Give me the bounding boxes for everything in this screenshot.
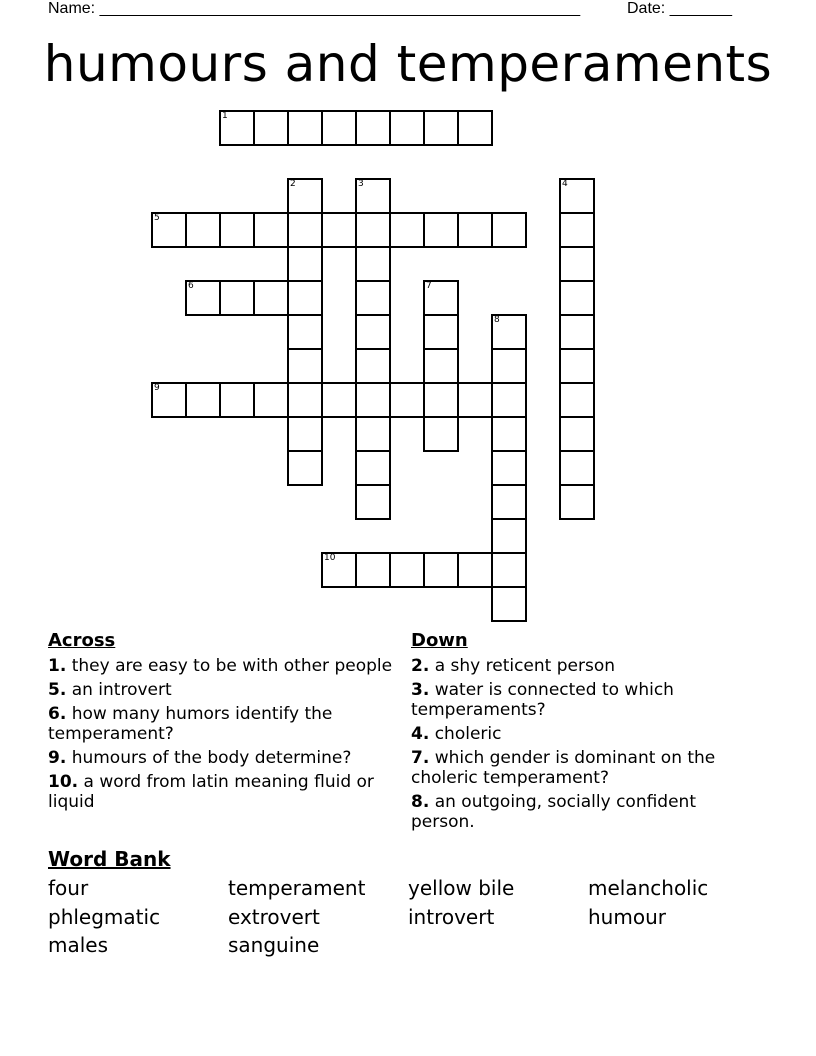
- word-bank-item: extrovert: [228, 904, 320, 929]
- word-bank-item: sanguine: [228, 933, 320, 957]
- clue-number: 8: [494, 315, 500, 325]
- word-bank-item: four: [48, 876, 89, 900]
- grid-cell[interactable]: [355, 552, 391, 588]
- down-heading: Down: [411, 630, 468, 651]
- grid-cell[interactable]: [559, 450, 595, 486]
- grid-cell[interactable]: [559, 314, 595, 350]
- word-bank: [48, 874, 788, 960]
- clue-number: 10: [324, 553, 336, 563]
- grid-cell[interactable]: [491, 416, 527, 452]
- clue-text: an outgoing, socially confident person.: [411, 792, 697, 832]
- grid-cell[interactable]: [423, 552, 459, 588]
- clue-number: 4: [562, 179, 568, 189]
- word-bank-item: melancholic: [588, 876, 709, 900]
- clue-number: 2: [290, 179, 296, 189]
- grid-cell[interactable]: [559, 416, 595, 452]
- word-bank-item: males: [48, 933, 109, 957]
- across-clue: [48, 656, 398, 676]
- grid-cell[interactable]: [355, 416, 391, 452]
- grid-cell[interactable]: [253, 382, 289, 418]
- grid-cell[interactable]: [287, 280, 323, 316]
- across-clue: [48, 680, 398, 700]
- grid-cell[interactable]: [355, 178, 391, 214]
- grid-cell[interactable]: [423, 348, 459, 384]
- grid-cell[interactable]: [491, 450, 527, 486]
- grid-cell[interactable]: [559, 280, 595, 316]
- clue-text: an introvert: [66, 680, 172, 700]
- grid-cell[interactable]: [491, 382, 527, 418]
- down-clue-list: [411, 656, 761, 836]
- grid-cell[interactable]: [321, 110, 357, 146]
- clue-text: which gender is dominant on the choleric temperament?: [411, 748, 716, 788]
- grid-cell[interactable]: [457, 212, 493, 248]
- clue-number: 1: [222, 111, 228, 121]
- grid-cell[interactable]: [355, 348, 391, 384]
- clue-number: 10.: [48, 772, 79, 792]
- grid-cell[interactable]: [457, 110, 493, 146]
- grid-cell[interactable]: [185, 382, 221, 418]
- word-bank-item: phlegmatic: [48, 904, 161, 929]
- grid-cell[interactable]: [491, 484, 527, 520]
- grid-cell[interactable]: [321, 552, 357, 588]
- down-clue: [411, 656, 761, 676]
- grid-cell[interactable]: [457, 552, 493, 588]
- across-heading: Across: [48, 630, 116, 651]
- clue-number: 7.: [411, 748, 430, 768]
- grid-cell[interactable]: [389, 382, 425, 418]
- clue-text: how many humors identify the temperament?: [48, 704, 333, 744]
- word-bank-item: yellow bile: [408, 876, 515, 900]
- grid-cell[interactable]: [287, 348, 323, 384]
- grid-cell[interactable]: [491, 314, 527, 350]
- down-clue: [411, 680, 761, 720]
- down-clue: [411, 792, 761, 832]
- clue-text: a word from latin meaning fluid or liquid: [48, 772, 374, 812]
- grid-cell[interactable]: [355, 280, 391, 316]
- clue-number: 6.: [48, 704, 67, 724]
- grid-cell[interactable]: [559, 484, 595, 520]
- across-clue-list: [48, 656, 398, 816]
- grid-cell[interactable]: [287, 416, 323, 452]
- word-bank-item: humour: [588, 904, 666, 929]
- grid-cell[interactable]: [253, 212, 289, 248]
- grid-cell[interactable]: [151, 382, 187, 418]
- clue-number: 8.: [411, 792, 430, 812]
- down-clue: [411, 748, 761, 788]
- grid-cell[interactable]: [185, 280, 221, 316]
- grid-cell[interactable]: [287, 382, 323, 418]
- clue-number: 2.: [411, 656, 430, 676]
- grid-cell[interactable]: [491, 518, 527, 554]
- clue-number: 4.: [411, 724, 430, 744]
- grid-cell[interactable]: [151, 212, 187, 248]
- clue-number: 7: [426, 281, 432, 291]
- grid-cell[interactable]: [423, 314, 459, 350]
- across-clue: [48, 748, 398, 768]
- clue-text: humours of the body determine?: [66, 748, 352, 768]
- grid-cell[interactable]: [355, 246, 391, 282]
- clue-number: 5.: [48, 680, 67, 700]
- clue-number: 1.: [48, 656, 67, 676]
- grid-cell[interactable]: [219, 212, 255, 248]
- grid-cell[interactable]: [491, 586, 527, 622]
- clue-text: water is connected to which temperaments?: [411, 680, 674, 720]
- word-bank-item: temperament: [228, 876, 366, 900]
- grid-cell[interactable]: [321, 382, 357, 418]
- clue-text: they are easy to be with other people: [66, 656, 393, 676]
- grid-cell[interactable]: [491, 212, 527, 248]
- word-bank-heading: Word Bank: [48, 847, 171, 871]
- grid-cell[interactable]: [423, 382, 459, 418]
- grid-cell[interactable]: [219, 110, 255, 146]
- grid-cell[interactable]: [219, 382, 255, 418]
- word-bank-item: introvert: [408, 904, 495, 929]
- grid-cell[interactable]: [389, 110, 425, 146]
- grid-cell[interactable]: [287, 246, 323, 282]
- down-clue: [411, 724, 761, 744]
- grid-cell[interactable]: [559, 178, 595, 214]
- grid-cell[interactable]: [457, 382, 493, 418]
- clue-number: 3: [358, 179, 364, 189]
- clue-number: 6: [188, 281, 194, 291]
- grid-cell[interactable]: [559, 348, 595, 384]
- name-field-label: Name: ______________________________________________________: [48, 0, 581, 17]
- grid-cell[interactable]: [253, 110, 289, 146]
- grid-cell[interactable]: [389, 212, 425, 248]
- grid-cell[interactable]: [355, 314, 391, 350]
- grid-cell[interactable]: [559, 246, 595, 282]
- grid-cell[interactable]: [559, 382, 595, 418]
- grid-cell[interactable]: [355, 110, 391, 146]
- grid-cell[interactable]: [423, 416, 459, 452]
- grid-cell[interactable]: [423, 110, 459, 146]
- across-clue: [48, 704, 398, 744]
- grid-cell[interactable]: [287, 450, 323, 486]
- grid-cell[interactable]: [253, 280, 289, 316]
- grid-cell[interactable]: [287, 110, 323, 146]
- clue-number: 5: [154, 213, 160, 223]
- clue-text: choleric: [429, 724, 502, 744]
- grid-cell[interactable]: [219, 280, 255, 316]
- grid-cell[interactable]: [355, 212, 391, 248]
- grid-cell[interactable]: [389, 552, 425, 588]
- puzzle-title: humours and temperaments: [43, 35, 773, 93]
- date-field-label: Date: _______: [627, 0, 732, 17]
- across-clue: [48, 772, 398, 812]
- grid-cell[interactable]: [185, 212, 221, 248]
- grid-cell[interactable]: [559, 212, 595, 248]
- clue-number: 3.: [411, 680, 430, 700]
- grid-cell[interactable]: [355, 450, 391, 486]
- grid-cell[interactable]: [287, 314, 323, 350]
- grid-cell[interactable]: [287, 212, 323, 248]
- grid-cell[interactable]: [423, 212, 459, 248]
- clue-number: 9.: [48, 748, 67, 768]
- grid-cell[interactable]: [287, 178, 323, 214]
- grid-cell[interactable]: [321, 212, 357, 248]
- grid-cell[interactable]: [423, 280, 459, 316]
- clue-text: a shy reticent person: [429, 656, 616, 676]
- clue-number: 9: [154, 383, 160, 393]
- grid-cell[interactable]: [491, 552, 527, 588]
- grid-cell[interactable]: [355, 484, 391, 520]
- grid-cell[interactable]: [491, 348, 527, 384]
- grid-cell[interactable]: [355, 382, 391, 418]
